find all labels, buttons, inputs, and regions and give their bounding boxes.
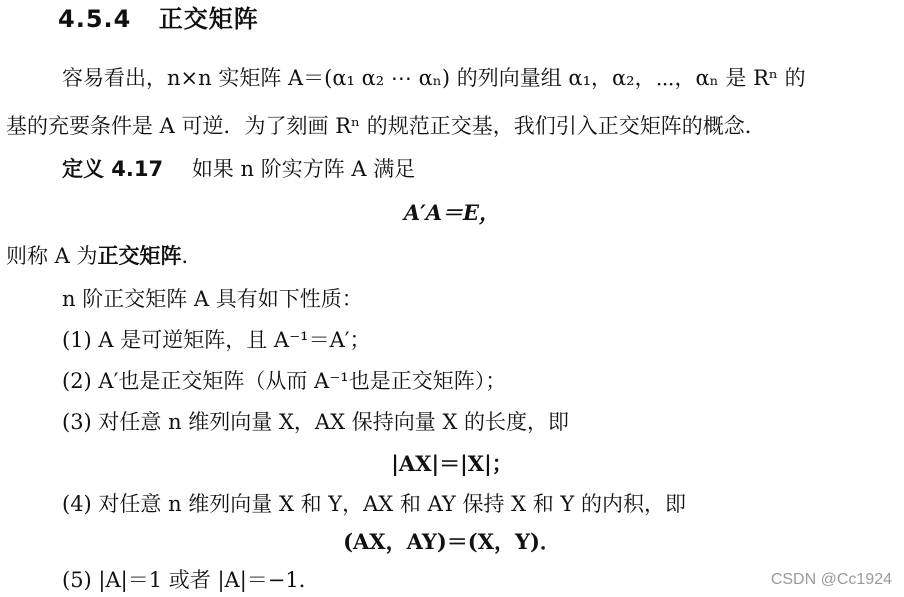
properties-intro: n 阶正交矩阵 A 具有如下性质： — [62, 287, 363, 311]
definition-label: 定义 4.17 — [62, 157, 164, 181]
section-title: 正交矩阵 — [158, 5, 259, 33]
property-1: (1) A 是可逆矩阵，且 A⁻¹＝A′； — [62, 328, 371, 352]
csdn-watermark: CSDN @Cc1924 — [770, 571, 892, 588]
property-3: (3) 对任意 n 维列向量 X，AX 保持向量 X 的长度，即 — [62, 410, 570, 434]
length-formula: |AX|＝|X|； — [391, 451, 513, 476]
inner-product-formula: (AX，AY)＝(X，Y)． — [343, 529, 561, 554]
intro-line-1: 容易看出，n×n 实矩阵 A＝(α₁ α₂ ⋯ αₙ) 的列向量组 α₁，α₂，⋯，αₙ 是 Rⁿ 的 — [62, 66, 806, 90]
conclusion-prefix: 则称 A 为 — [6, 244, 98, 268]
conclusion-suffix: ． — [181, 244, 203, 268]
intro-line-2: 基的充要条件是 A 可逆．为了刻画 Rⁿ 的规范正交基，我们引入正交矩阵的概念． — [6, 114, 766, 138]
property-2: (2) A′也是正交矩阵（从而 A⁻¹也是正交矩阵）； — [62, 369, 507, 393]
conclusion-term: 正交矩阵 — [97, 244, 182, 268]
definition-formula: A′A＝E， — [403, 200, 501, 225]
property-5: (5) |A|＝1 或者 |A|＝−1． — [62, 568, 320, 592]
definition-line — [62, 154, 415, 184]
property-4: (4) 对任意 n 维列向量 X 和 Y，AX 和 AY 保持 X 和 Y 的内积，即 — [62, 492, 686, 516]
section-heading — [58, 4, 259, 34]
definition-text: 如果 n 阶实方阵 A 满足 — [191, 157, 416, 181]
section-number: 4.5.4 — [58, 5, 132, 33]
definition-conclusion — [6, 241, 203, 271]
